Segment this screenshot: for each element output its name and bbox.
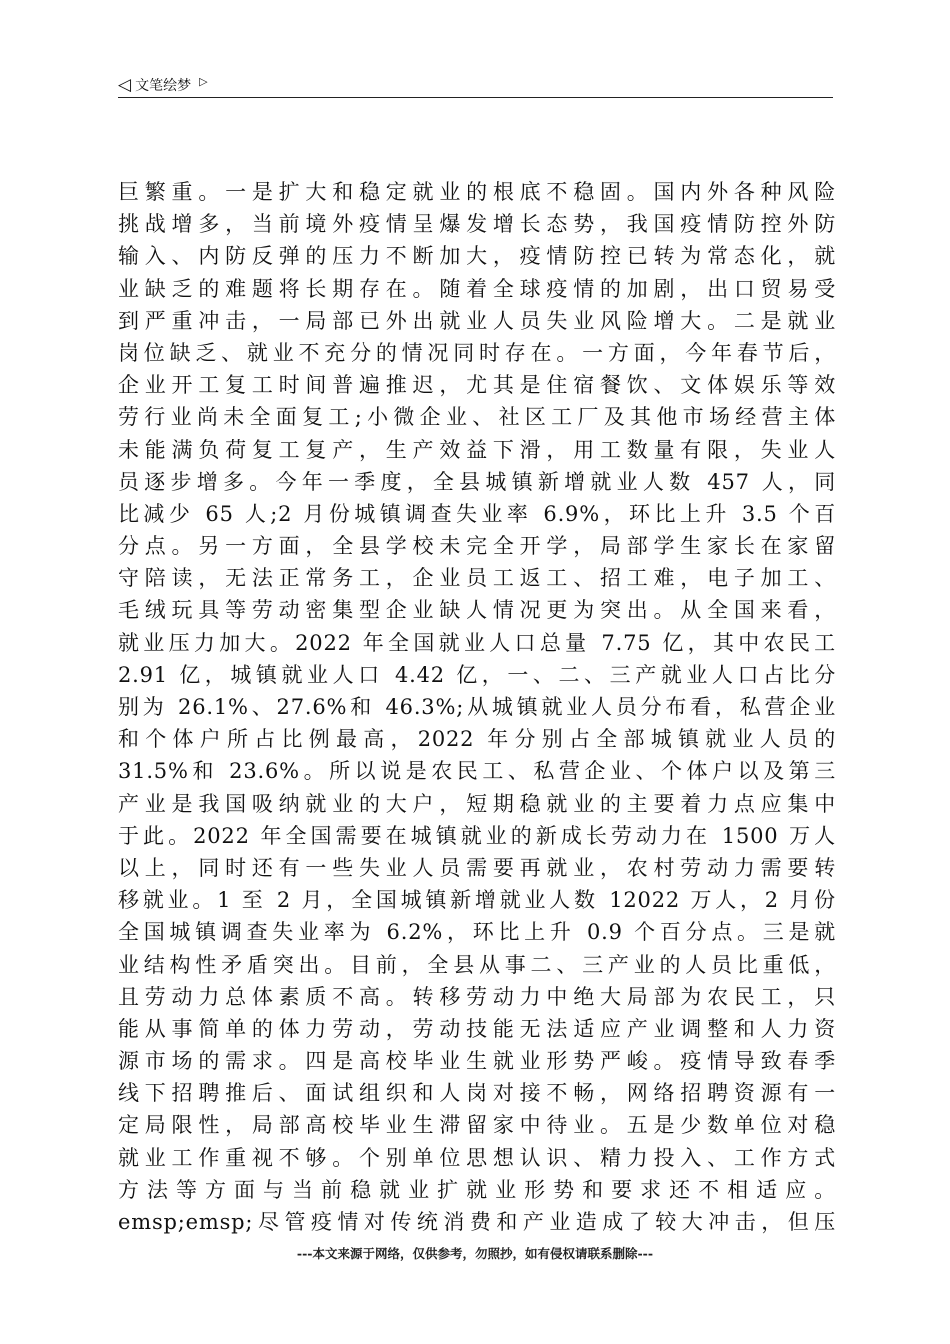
- text-line: 未能满负荷复工复产，生产效益下滑，用工数量有限，失业人: [118, 437, 836, 462]
- text-line: 业缺乏的难题将长期存在。随着全球疫情的加剧，出口贸易受: [118, 276, 836, 301]
- text-line: 员逐步增多。今年一季度，全县城镇新增就业人数 457 人，同: [118, 469, 836, 494]
- header-title: 文笔绘梦: [135, 78, 192, 94]
- text-line: 能从事简单的体力劳动，劳动技能无法适应产业调整和人力资: [118, 1016, 836, 1041]
- text-line: 线下招聘推后、面试组织和人岗对接不畅，网络招聘资源有一: [118, 1081, 836, 1106]
- text-line: 比减少 65 人;2 月份城镇调查失业率 6.9%，环比上升 3.5 个百: [118, 501, 836, 526]
- text-line: 输入、内防反弹的压力不断加大，疫情防控已转为常态化，就: [118, 244, 836, 269]
- text-line: 以上，同时还有一些失业人员需要再就业，农村劳动力需要转: [118, 855, 836, 880]
- text-line: 挑战增多，当前境外疫情呈爆发增长态势，我国疫情防控外防: [118, 212, 836, 237]
- text-line: 分点。另一方面，全县学校未完全开学，局部学生家长在家留: [118, 534, 836, 559]
- left-triangle-icon: ◁: [118, 74, 132, 95]
- text-line: 守陪读，无法正常务工，企业员工返工、招工难，电子加工、: [118, 566, 836, 591]
- right-triangle-icon: ▷: [199, 74, 208, 88]
- footer-disclaimer: ---本文来源于网络，仅供参考，勿照抄，如有侵权请联系删除---: [296, 1246, 654, 1261]
- text-line: 产业是我国吸纳就业的大户，短期稳就业的主要着力点应集中: [118, 791, 836, 816]
- header-divider: [118, 97, 833, 98]
- text-line: 业结构性矛盾突出。目前，全县从事二、三产业的人员比重低，: [118, 952, 836, 977]
- text-line: 方法等方面与当前稳就业扩就业形势和要求还不相适应。: [118, 1177, 836, 1202]
- text-line: 2.91 亿，城镇就业人口 4.42 亿，一、二、三产就业人口占比分: [118, 662, 836, 687]
- text-line: 定局限性，局部高校毕业生滞留家中待业。五是少数单位对稳: [118, 1113, 836, 1138]
- text-line: 31.5%和 23.6%。所以说是农民工、私营企业、个体户以及第三: [118, 759, 836, 784]
- text-line: 且劳动力总体素质不高。转移劳动力中绝大局部为农民工，只: [118, 984, 836, 1009]
- text-line: 源市场的需求。四是高校毕业生就业形势严峻。疫情导致春季: [118, 1049, 836, 1074]
- text-line: 和个体户所占比例最高，2022 年分别占全部城镇就业人员的: [118, 727, 836, 752]
- text-line: 到严重冲击，一局部已外出就业人员失业风险增大。二是就业: [118, 308, 836, 333]
- text-line: 毛绒玩具等劳动密集型企业缺人情况更为突出。从全国来看，: [118, 598, 836, 623]
- text-line: 岗位缺乏、就业不充分的情况同时存在。一方面，今年春节后，: [118, 340, 836, 365]
- text-line: 于此。2022 年全国需要在城镇就业的新成长劳动力在 1500 万人: [118, 823, 836, 848]
- text-line: 巨繁重。一是扩大和稳定就业的根底不稳固。国内外各种风险: [118, 180, 836, 204]
- text-line: 企业开工复工时间普遍推迟，尤其是住宿餐饮、文体娱乐等效: [118, 373, 836, 398]
- body-text: [118, 176, 836, 1238]
- text-line: 别为 26.1%、27.6%和 46.3%;从城镇就业人员分布看，私营企业: [118, 695, 836, 719]
- text-line: emsp;emsp;尽管疫情对传统消费和产业造成了较大冲击，但压: [118, 1210, 836, 1234]
- text-line: 移就业。1 至 2 月，全国城镇新增就业人数 12022 万人，2 月份: [118, 888, 836, 913]
- text-line: 劳行业尚未全面复工;小微企业、社区工厂及其他市场经营主体: [118, 405, 836, 430]
- text-line: 就业压力加大。2022 年全国就业人口总量 7.75 亿，其中农民工: [118, 630, 836, 655]
- text-line: 全国城镇调查失业率为 6.2%，环比上升 0.9 个百分点。三是就: [118, 920, 836, 945]
- page-header: [118, 74, 208, 96]
- text-line: 就业工作重视不够。个别单位思想认识、精力投入、工作方式: [118, 1145, 836, 1170]
